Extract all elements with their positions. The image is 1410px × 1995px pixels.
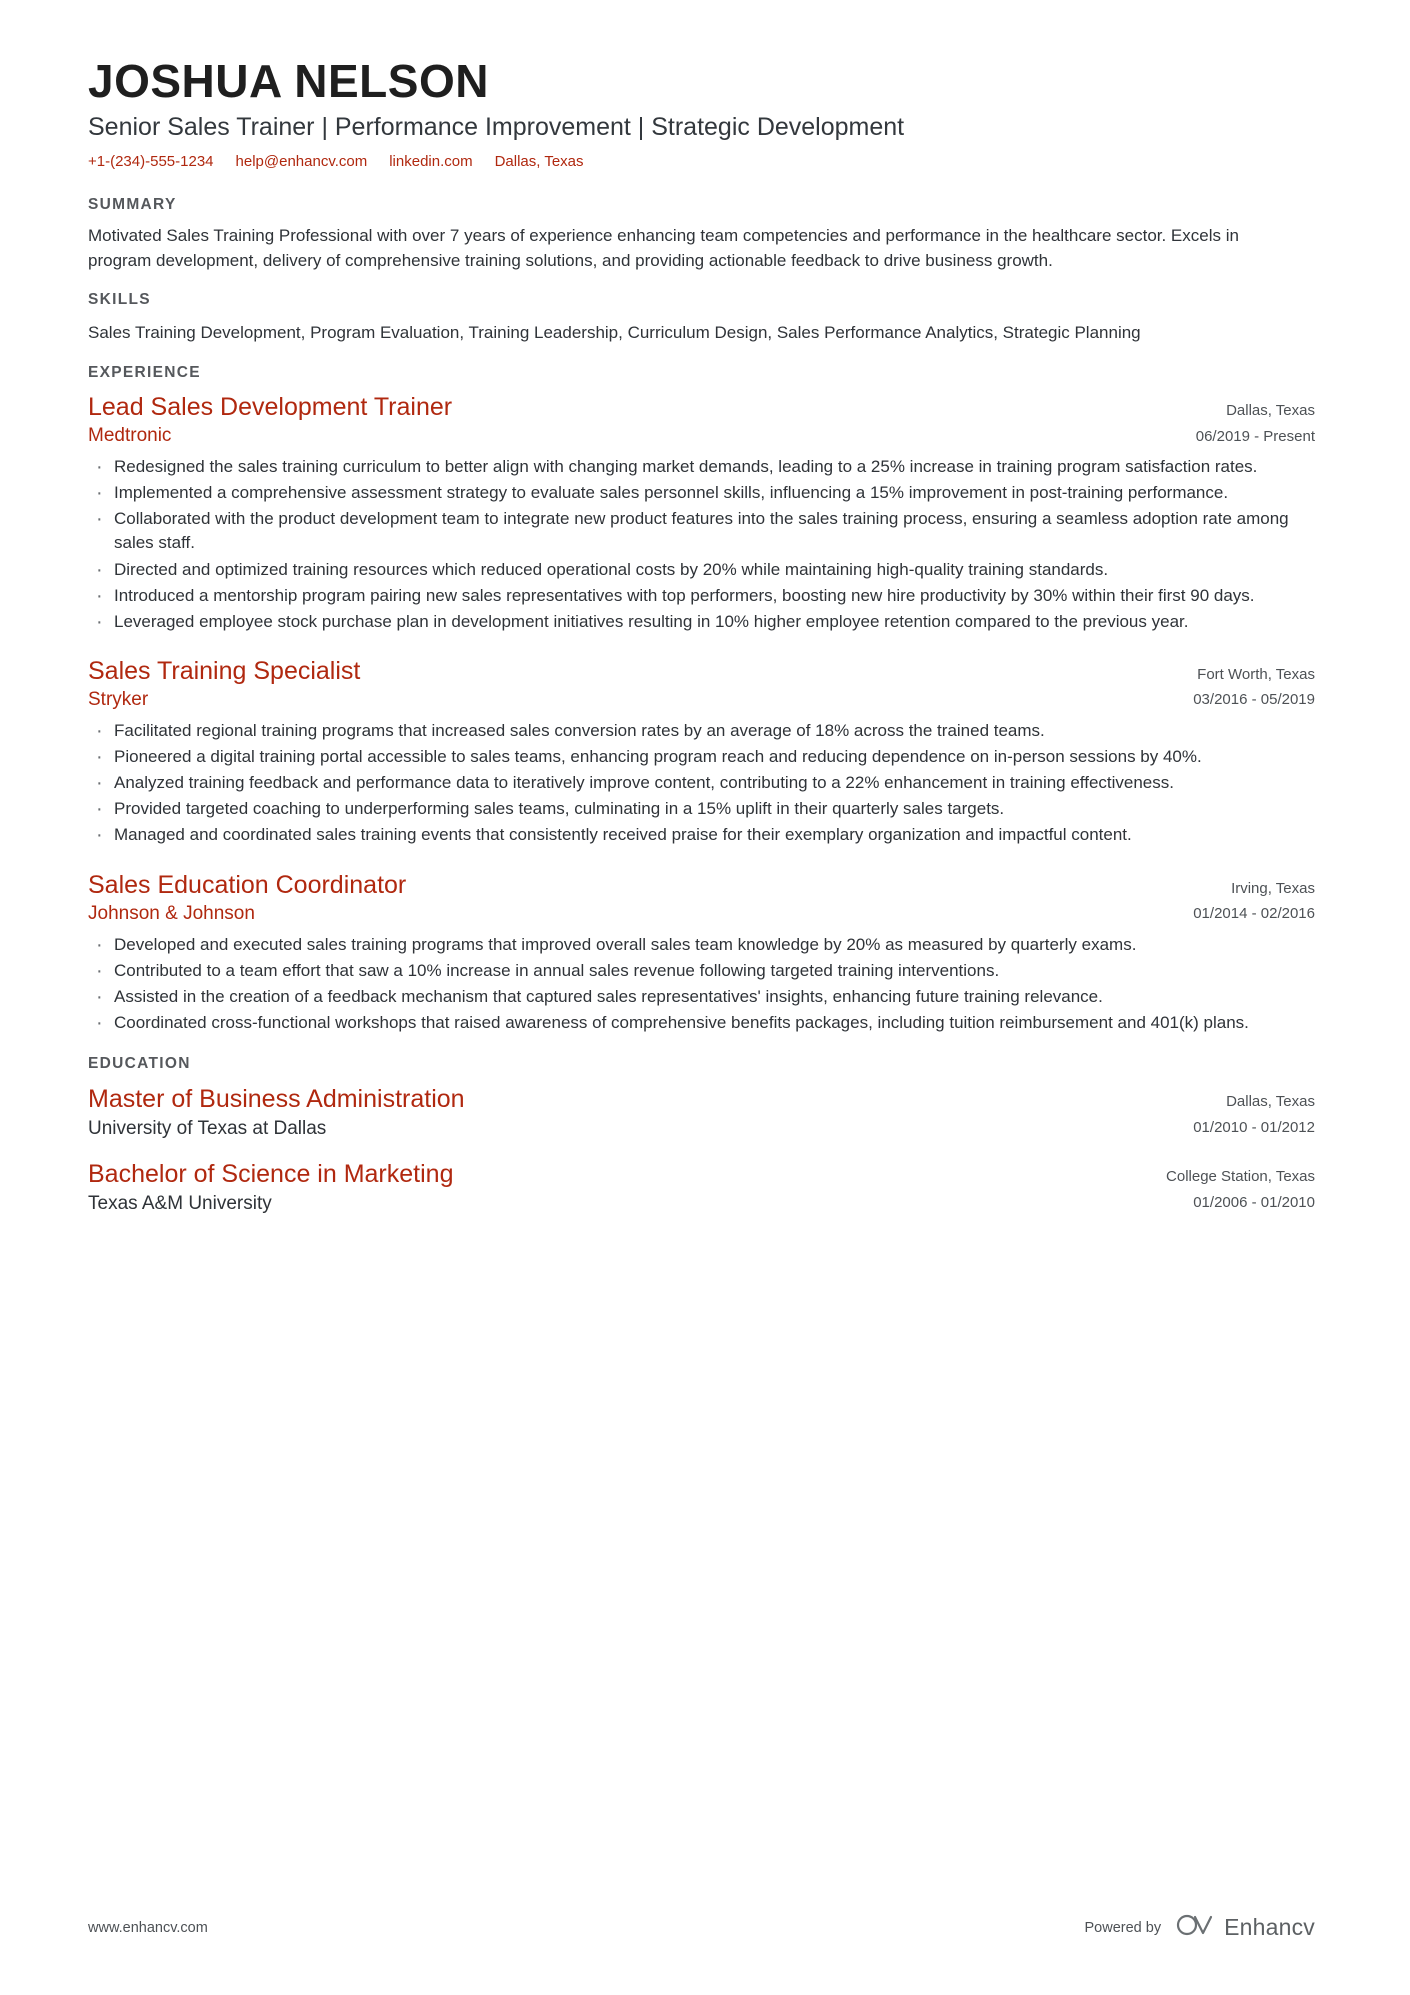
section-education — [88, 1055, 1315, 1215]
education-entry-left — [88, 1158, 1115, 1215]
list-item: · Developed and executed sales training programs that improved overall sales team knowledge by 20% as measured by quarterly exams. — [88, 933, 1315, 957]
job-title: Lead Sales Development Trainer — [88, 393, 453, 422]
enhancv-wordmark: Enhancv — [1224, 1914, 1315, 1940]
experience-entry-meta — [1115, 392, 1315, 449]
contact-location: Dallas, Texas — [494, 153, 584, 171]
job-location: Irving, Texas — [1231, 879, 1315, 897]
education-dates: 01/2006 - 01/2010 — [1193, 1193, 1315, 1211]
job-dates: 03/2016 - 05/2019 — [1193, 691, 1315, 709]
list-item: · Coordinated cross-functional workshops that raised awareness of comprehensive benefits packages, including tuition reimbursement and 401(k) plans. — [88, 1011, 1315, 1035]
resume-header — [88, 55, 1315, 170]
experience-entry-left — [88, 656, 1115, 711]
education-entry-head — [88, 1158, 1315, 1215]
section-title-education: EDUCATION — [88, 1055, 191, 1073]
list-item: · Implemented a comprehensive assessment strategy to evaluate sales personnel skills, influencing a 15% improvement in post-training performance. — [88, 481, 1315, 505]
company-name: Johnson & Johnson — [88, 902, 255, 924]
education-entry — [88, 1158, 1315, 1215]
education-entry — [88, 1083, 1315, 1140]
degree-title: Master of Business Administration — [88, 1085, 465, 1114]
list-item: · Leveraged employee stock purchase plan in development initiatives resulting in 10% higher employee retention compared to the previous year. — [88, 610, 1315, 634]
candidate-name: JOSHUA NELSON — [88, 55, 489, 107]
summary-text: Motivated Sales Training Professional with over 7 years of experience enhancing team competencies and performance in the healthcare sector. Excels in program development, delivery of comprehensive training solutions, and providing actionable feedback to drive business growth. — [88, 226, 1239, 270]
experience-entry-head — [88, 392, 1315, 449]
school-name: University of Texas at Dallas — [88, 1117, 327, 1139]
experience-entry-meta — [1115, 656, 1315, 713]
enhancv-logo — [1175, 1912, 1315, 1943]
job-location: Fort Worth, Texas — [1197, 665, 1315, 683]
footer-website[interactable]: www.enhancv.com — [88, 1919, 208, 1936]
education-entry-head — [88, 1083, 1315, 1140]
list-item: · Facilitated regional training programs that increased sales conversion rates by an average of 18% across the trained teams. — [88, 719, 1315, 743]
page-footer — [88, 1912, 1315, 1943]
list-item: · Managed and coordinated sales training events that consistently received praise for their exemplary organization and impactful content. — [88, 823, 1315, 847]
list-item: · Pioneered a digital training portal accessible to sales teams, enhancing program reach and reducing dependence on in-person sessions by 40%. — [88, 745, 1315, 769]
education-entry-left — [88, 1083, 1115, 1140]
candidate-headline: Senior Sales Trainer | Performance Improvement | Strategic Development — [88, 112, 905, 141]
section-title-summary: SUMMARY — [88, 196, 177, 214]
list-item: · Introduced a mentorship program pairing new sales representatives with top performers, boosting new hire productivity by 30% within their first 90 days. — [88, 584, 1315, 608]
education-location: College Station, Texas — [1166, 1168, 1315, 1186]
education-entry-meta — [1115, 1083, 1315, 1140]
experience-entry — [88, 392, 1315, 634]
section-title-skills: SKILLS — [88, 291, 151, 309]
experience-entry — [88, 870, 1315, 1036]
section-skills — [88, 291, 1315, 346]
list-item: · Contributed to a team effort that saw a 10% increase in annual sales revenue following targeted training interventions. — [88, 959, 1315, 983]
experience-entry-head — [88, 656, 1315, 713]
list-item: · Redesigned the sales training curriculum to better align with changing market demands, leading to a 25% increase in training program satisfaction rates. — [88, 455, 1315, 479]
contact-email[interactable]: help@enhancv.com — [235, 153, 368, 171]
job-dates: 01/2014 - 02/2016 — [1193, 905, 1315, 923]
company-name: Medtronic — [88, 425, 172, 447]
list-item: · Assisted in the creation of a feedback mechanism that captured sales representatives' insights, enhancing future training relevance. — [88, 985, 1315, 1009]
experience-entry-left — [88, 870, 1115, 925]
job-title: Sales Education Coordinator — [88, 870, 407, 899]
enhancv-mark-icon — [1175, 1912, 1215, 1943]
contact-row — [88, 153, 1315, 170]
section-title-experience: EXPERIENCE — [88, 364, 201, 382]
skills-text: Sales Training Development, Program Evaluation, Training Leadership, Curriculum Design, Sales Performance Analytics, Strategic Planning — [88, 323, 1141, 343]
job-dates: 06/2019 - Present — [1195, 427, 1315, 445]
degree-title: Bachelor of Science in Marketing — [88, 1160, 454, 1189]
school-name: Texas A&M University — [88, 1192, 272, 1214]
job-location: Dallas, Texas — [1226, 402, 1315, 420]
list-item: · Directed and optimized training resources which reduced operational costs by 20% while maintaining high-quality training standards. — [88, 558, 1315, 582]
job-bullets — [88, 719, 1315, 848]
section-summary — [88, 196, 1315, 273]
powered-by-label: Powered by — [1084, 1919, 1162, 1936]
contact-linkedin[interactable]: linkedin.com — [389, 153, 473, 171]
list-item: · Collaborated with the product development team to integrate new product features into the sales training process, ensuring a seamless adoption rate among sales staff. — [88, 507, 1315, 555]
list-item: · Analyzed training feedback and performance data to iteratively improve content, contributing to a 22% enhancement in training effectiveness. — [88, 771, 1315, 795]
education-entry-meta — [1115, 1158, 1315, 1215]
list-item: · Provided targeted coaching to underperforming sales teams, culminating in a 15% uplift in their quarterly sales targets. — [88, 797, 1315, 821]
job-bullets — [88, 933, 1315, 1036]
experience-entry-left — [88, 392, 1115, 447]
job-title: Sales Training Specialist — [88, 656, 361, 685]
experience-entry — [88, 656, 1315, 848]
job-bullets — [88, 455, 1315, 634]
company-name: Stryker — [88, 689, 149, 711]
footer-brand-block — [1085, 1912, 1316, 1943]
experience-entry-head — [88, 870, 1315, 927]
experience-entry-meta — [1115, 870, 1315, 927]
section-experience — [88, 364, 1315, 1035]
contact-phone: +1-(234)-555-1234 — [88, 153, 214, 171]
education-location: Dallas, Texas — [1226, 1093, 1315, 1111]
education-dates: 01/2010 - 01/2012 — [1193, 1118, 1315, 1136]
